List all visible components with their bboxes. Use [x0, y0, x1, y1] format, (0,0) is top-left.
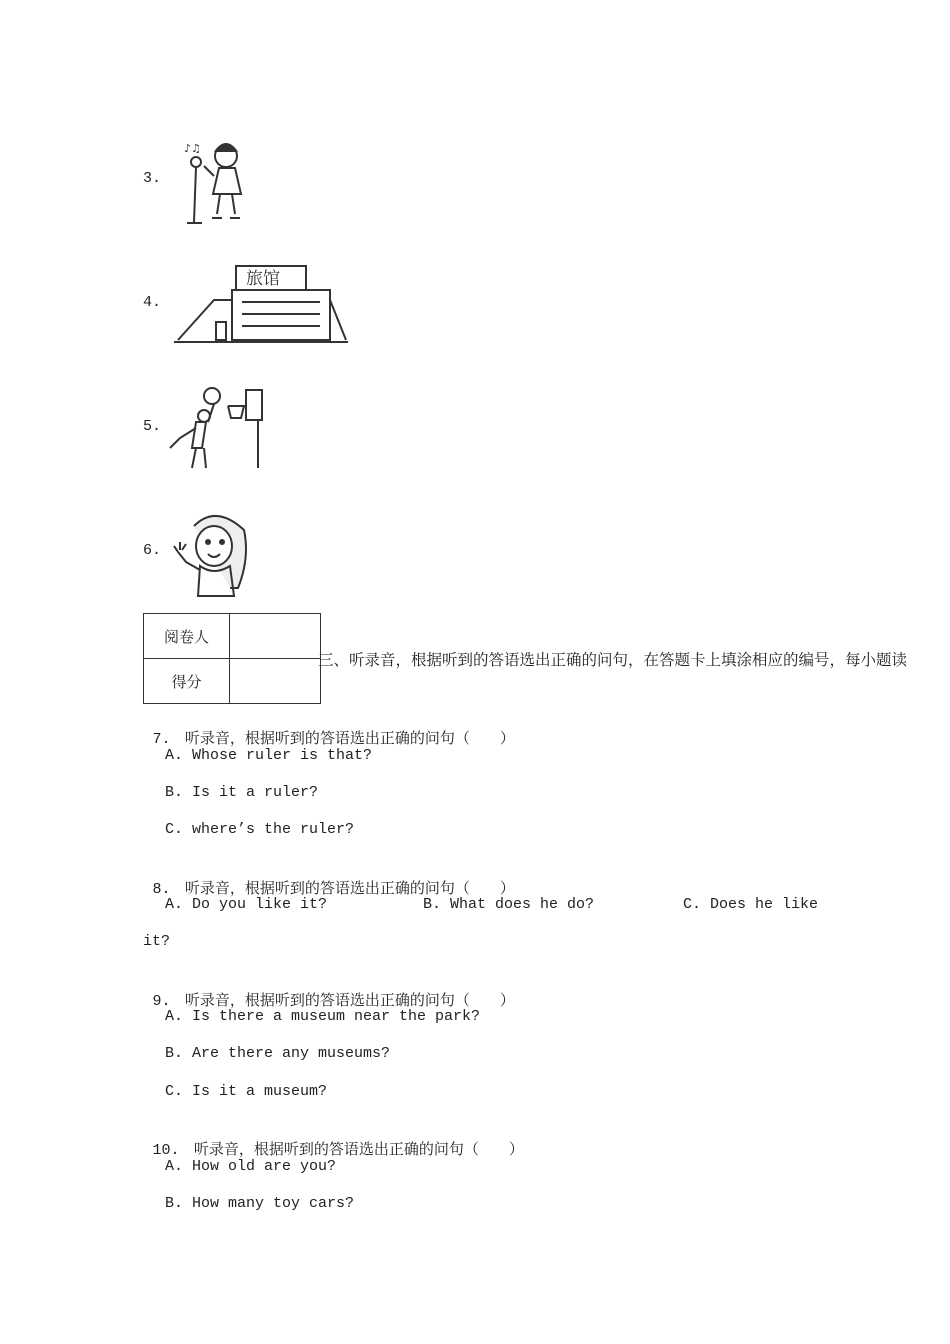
- reviewer-cell: [230, 614, 321, 659]
- option-7a: A. Whose ruler is that?: [165, 747, 373, 764]
- item-number-6: 6.: [143, 542, 162, 559]
- question-number: 7.: [152, 731, 171, 748]
- item-number-4: 4.: [143, 294, 162, 311]
- question-prompt: 听录音，根据听到的答语选出正确的问句（ ）: [184, 729, 515, 747]
- svg-text:♪♫: ♪♫: [184, 142, 201, 155]
- score-label: 得分: [144, 659, 230, 704]
- option-7c: C. where’s the ruler?: [165, 821, 355, 838]
- score-table: [143, 613, 321, 704]
- hotel-sign-text: 旅馆: [246, 269, 280, 289]
- option-8b: B. What does he do?: [423, 896, 595, 913]
- hotel-building-icon: [174, 262, 350, 348]
- girl-singing-icon: [184, 138, 256, 226]
- item-number-3: 3.: [143, 170, 162, 187]
- score-cell: [230, 659, 321, 704]
- question-prompt: 听录音，根据听到的答语选出正确的问句（ ）: [193, 1140, 524, 1158]
- question-9: [143, 971, 515, 1010]
- option-8c: C. Does he like: [683, 896, 819, 913]
- section-heading: 三、听录音，根据听到的答语选出正确的问句，在答题卡上填涂相应的编号，每小题读: [318, 651, 908, 669]
- option-8a: A. Do you like it?: [165, 896, 328, 913]
- question-number: 8.: [152, 881, 171, 898]
- question-7: [143, 709, 515, 748]
- option-10b: B. How many toy cars?: [165, 1195, 355, 1212]
- question-8: [143, 859, 515, 898]
- option-9a: A. Is there a museum near the park?: [165, 1008, 481, 1025]
- girl-waving-icon: [172, 510, 252, 598]
- reviewer-label: 阅卷人: [144, 614, 230, 659]
- question-prompt: 听录音，根据听到的答语选出正确的问句（ ）: [184, 879, 515, 897]
- question-prompt: 听录音，根据听到的答语选出正确的问句（ ）: [184, 991, 515, 1009]
- option-8c-wrap: it?: [143, 933, 171, 950]
- option-10a: A. How old are you?: [165, 1158, 337, 1175]
- question-number: 9.: [152, 993, 171, 1010]
- option-9c: C. Is it a museum?: [165, 1083, 328, 1100]
- question-number: 10.: [152, 1142, 180, 1159]
- option-7b: B. Is it a ruler?: [165, 784, 319, 801]
- question-10: [143, 1120, 524, 1159]
- option-9b: B. Are there any museums?: [165, 1045, 391, 1062]
- basketball-player-icon: [166, 386, 270, 472]
- item-number-5: 5.: [143, 418, 162, 435]
